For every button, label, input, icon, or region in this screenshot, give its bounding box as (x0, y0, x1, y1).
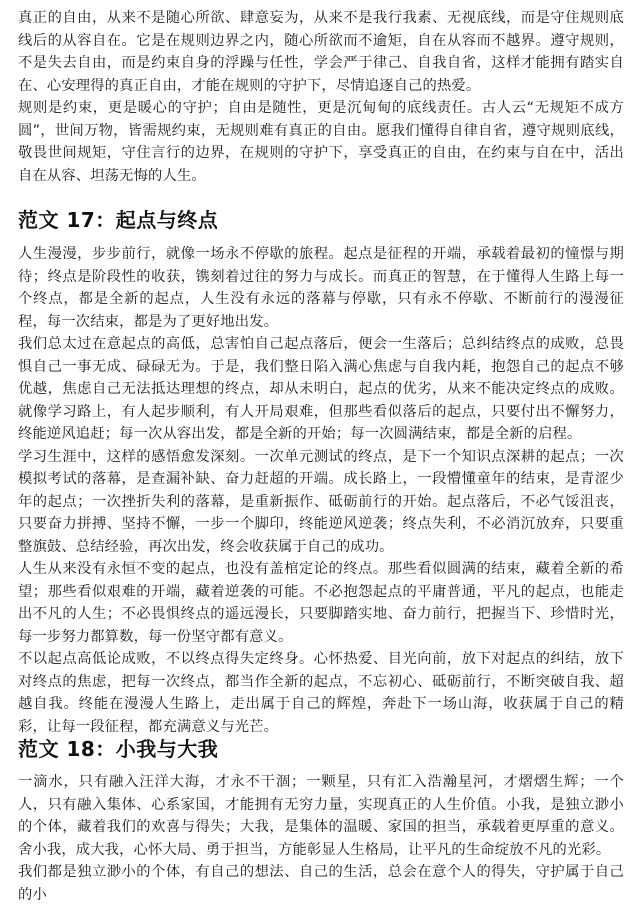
body-paragraph: 一滴水，只有融入汪洋大海，才永不干涸；一颗星，只有汇入浩瀚星河，才熠熠生辉；一个人，只有融入集体、心系家国，才能拥有无穷力量，实现真正的人生价值。小我，是独立渺小的个体，藏着我们的欢喜与得失；大我，是集体的温暖、家国的担当，承载着更厚重的意义。舍小我，成大我，心怀大局、勇于担当，方能彰显人生格局，让平凡的生命绽放不凡的光彩。 (18, 774, 624, 858)
body-paragraph: 人生从来没有永恒不变的起点，也没有盖棺定论的终点。那些看似圆满的结束，藏着全新的希望；那些看似艰难的开端，藏着逆袭的可能。不必抱怨起点的平庸普通，平凡的起点，也能走出不凡的人生；不必畏惧终点的遥远漫长，只要脚踏实地、奋力前行，把握当下、珍惜时光，每一步努力都算数，每一份坚守都有意义。 (18, 561, 624, 645)
body-paragraph: 规则是约束，更是暖心的守护；自由是随性，更是沉甸甸的底线责任。古人云“无规矩不成方圆”，世间万物，皆需规约束，无规则难有真正的自由。愿我们懂得自律自省，遵守规则底线，敬畏世间规矩，守住言行的边界，在规则的守护下，享受真正的自由，在约束与自在中，活出自在从容、坦荡无悔的人生。 (18, 100, 624, 184)
essay-18-body (18, 771, 624, 906)
body-paragraph: 不以起点高低论成败，不以终点得失定终身。心怀热爱、目光向前，放下对起点的纠结，放下对终点的焦虑，把每一次终点，都当作全新的起点，不忘初心、砥砺前行，不断突破自我、超越自我。终能在漫漫人生路上，走出属于自己的辉煌，奔赴下一场山海，收获属于自己的精彩，让每一段征程，都充满意义与光芒。 (18, 651, 624, 735)
body-paragraph: 真正的自由，从来不是随心所欲、肆意妄为，从来不是我行我素、无视底线，而是守住规则底线后的从容自在。它是在规则边界之内，随心所欲而不逾矩，自在从容而不越界。遵守规则，不是失去自由，而是约束自身的浮躁与任性，学会严于律己、自我自省，这样才能拥有踏实自在、心安理得的真正自由，才能在规则的守护下，尽情追逐自己的热爱。 (18, 10, 624, 94)
body-paragraph: 学习生涯中，这样的感悟愈发深刻。一次单元测试的终点，是下一个知识点深耕的起点；一次模拟考试的落幕，是查漏补缺、奋力赶超的开端。成长路上，一段懵懂童年的结束，是青涩少年的起点；一次挫折失利的落幕，是重新振作、砥砺前行的开始。起点落后，不必气馁沮丧，只要奋力拼搏、坚持不懈，一步一个脚印，终能逆风逆袭；终点失利，不必消沉放弃，只要重整旗鼓、总结经验，再次出发，终会收获属于自己的成功。 (18, 448, 624, 555)
body-paragraph: 我们总太过在意起点的高低，总害怕自己起点落后，便会一生落后；总纠结终点的成败，总畏惧自己一事无成、碌碌无为。于是，我们整日陷入满心焦虑与自我内耗，抱怨自己的起点不够优越，焦虑自己无法抵达理想的终点，却从未明白，起点的优劣，从来不能决定终点的成败。就像学习路上，有人起步顺利，有人开局艰难，但那些看似落后的起点，只要付出不懈努力，终能逆风追赶；每一次从容出发，都是全新的开始；每一次圆满结束，都是全新的启程。 (18, 336, 624, 442)
body-paragraph: 人生漫漫，步步前行，就像一场永不停歇的旅程。起点是征程的开端，承载着最初的憧憬与期待；终点是阶段性的收获，镌刻着过往的努力与成长。而真正的智慧，在于懂得人生路上每一个终点，都是全新的起点，人生没有永远的落幕与停歇，只有永不停歇、不断前行的漫漫征程，每一次结束，都是为了更好地出发。 (18, 246, 624, 330)
essay-18-title: 范文 18：小我与大我 (18, 737, 219, 761)
essay-17-body (18, 243, 624, 738)
body-paragraph: 我们都是独立渺小的个体，有自己的想法、自己的生活，总会在意个人的得失，守护属于自己的小 (18, 864, 624, 903)
intro-section (18, 7, 624, 187)
essay-17-title: 范文 17：起点与终点 (18, 208, 219, 232)
